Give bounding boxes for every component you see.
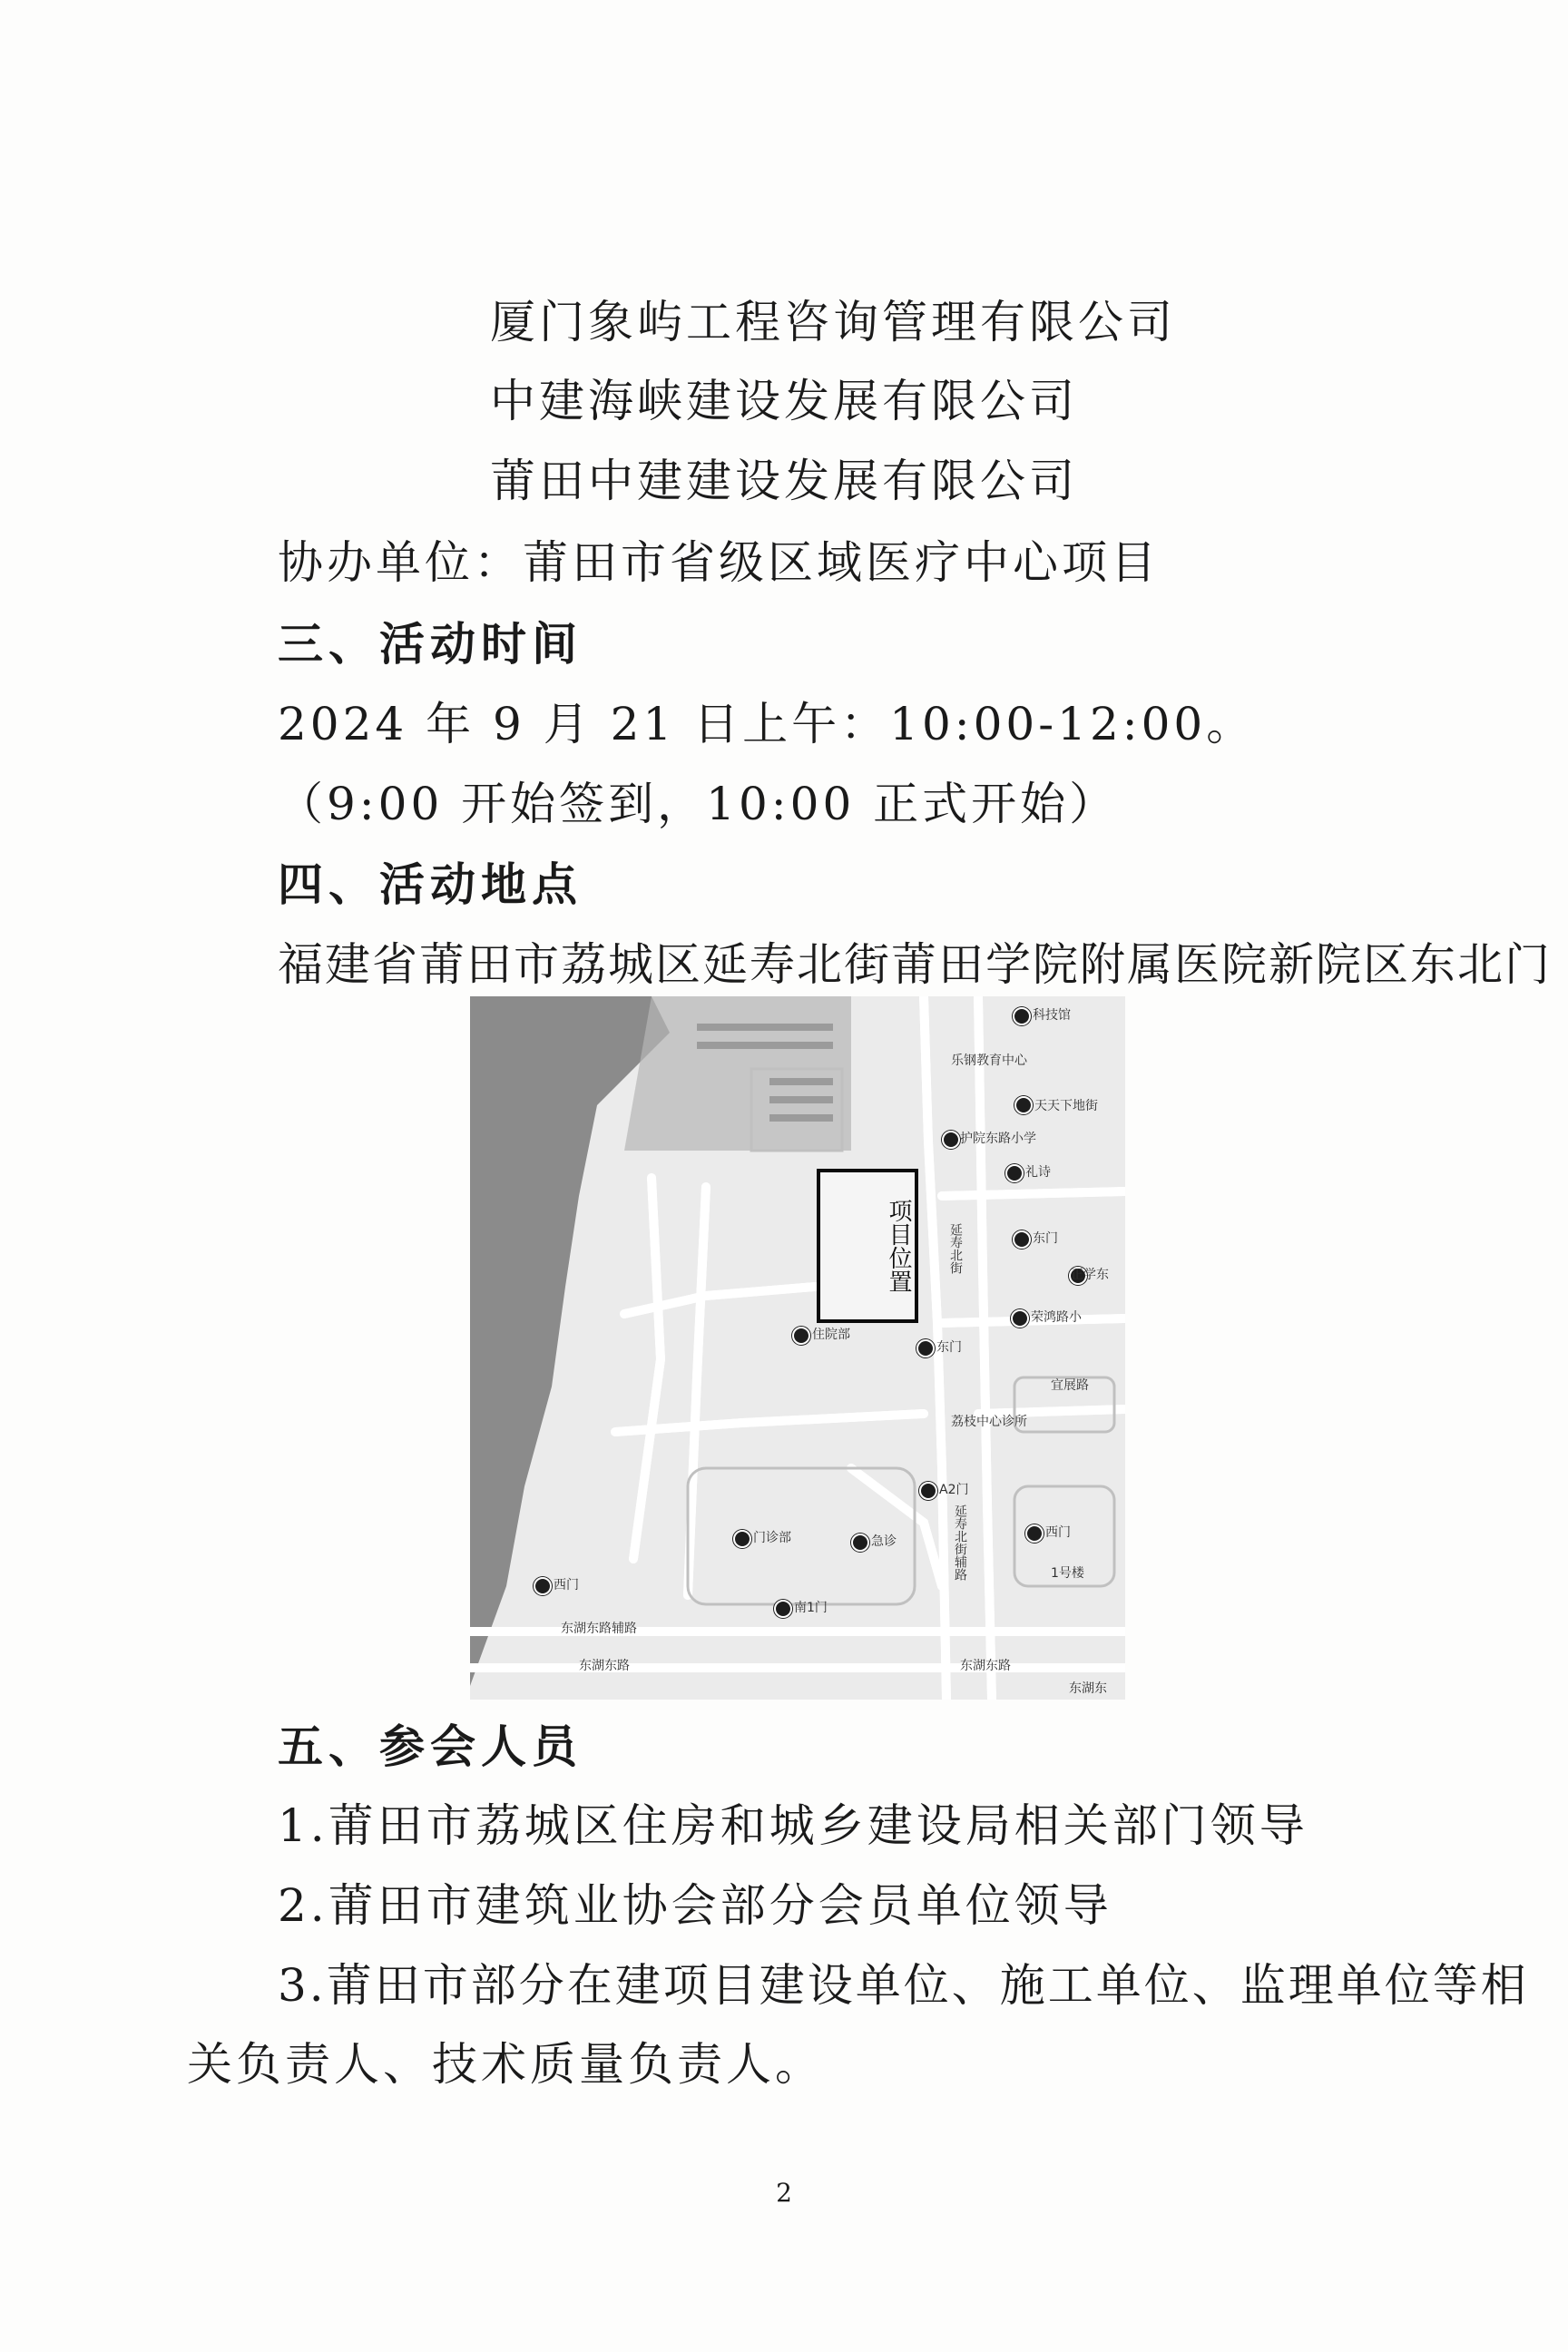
page-number: 2	[776, 2178, 792, 2208]
map-label-school: 护院东路小学	[960, 1132, 1036, 1146]
map-label-clinic: 荔枝中心诊所	[951, 1415, 1027, 1429]
map-label-donghu-east: 东湖东	[1069, 1681, 1107, 1696]
map-label-yanshou-aux: 延寿北街辅路	[953, 1504, 967, 1581]
section-3-heading: 三、活动时间	[278, 618, 583, 671]
map-label-science-museum: 科技馆	[1033, 1008, 1071, 1023]
map-label-donghu-aux-road: 东湖东路辅路	[561, 1622, 637, 1636]
map-pin-icon	[1011, 1309, 1029, 1328]
map-pin-icon	[534, 1577, 552, 1595]
map-pin-icon	[774, 1600, 792, 1618]
map-label-outpatient: 门诊部	[753, 1531, 791, 1545]
section-4-heading: 四、活动地点	[278, 858, 583, 911]
map-label-donghu-road-2: 东湖东路	[960, 1659, 1011, 1673]
project-location-box	[817, 1169, 918, 1323]
attendee-item-1: 1.莆田市荔城区住房和城乡建设局相关部门领导	[278, 1799, 1308, 1852]
map-pin-icon	[733, 1530, 751, 1548]
map-label-a2-gate: A2门	[939, 1483, 969, 1497]
map-pin-icon	[1025, 1524, 1044, 1543]
section-5-heading: 五、参会人员	[278, 1720, 583, 1773]
project-location-label: 项目位置	[885, 1199, 912, 1293]
map-label-yizhan-road: 宜展路	[1051, 1378, 1089, 1393]
map-pin-icon	[919, 1482, 937, 1500]
map-label-west-gate: 西门	[554, 1578, 579, 1592]
event-time: 2024 年 9 月 21 日上午：10:00-12:00。	[278, 698, 1256, 750]
location-map	[470, 996, 1125, 1700]
map-label-education-center: 乐钢教育中心	[951, 1054, 1027, 1068]
organizer-line-2: 中建海峡建设发展有限公司	[490, 375, 1078, 427]
map-label-east-gate-2: 东门	[936, 1340, 962, 1355]
map-pin-icon	[1014, 1096, 1033, 1114]
event-location: 福建省莆田市荔城区延寿北街莆田学院附属医院新院区东北门	[278, 938, 1552, 991]
organizer-line-3: 莆田中建建设发展有限公司	[490, 455, 1078, 507]
organizer-line-1: 厦门象屿工程咨询管理有限公司	[490, 296, 1176, 348]
map-label-ronghong: 荣鸿路小	[1031, 1310, 1082, 1325]
attendee-item-3-line-2: 关负责人、技术质量负责人。	[187, 2038, 824, 2091]
map-label-west-gate-2: 西门	[1045, 1525, 1071, 1540]
map-label-donghu-road: 东湖东路	[579, 1659, 630, 1673]
map-label-zhengxue: 正学东	[1071, 1268, 1109, 1282]
map-pin-icon	[916, 1339, 935, 1357]
map-label-inpatient: 住院部	[812, 1328, 850, 1342]
map-label-street: 天天下地街	[1034, 1099, 1098, 1113]
map-pin-icon	[1013, 1230, 1031, 1249]
map-pin-icon	[942, 1131, 960, 1149]
map-label-yanshou-north: 延寿北街	[948, 1223, 963, 1274]
map-pin-icon	[1005, 1164, 1024, 1182]
map-label-emergency: 急诊	[871, 1534, 897, 1549]
map-pin-icon	[851, 1534, 869, 1552]
map-pin-icon	[1013, 1007, 1031, 1025]
attendee-item-3-line-1: 3.莆田市部分在建项目建设单位、施工单位、监理单位等相	[278, 1959, 1529, 2012]
map-pin-icon	[792, 1327, 810, 1345]
map-label-east-gate: 东门	[1033, 1231, 1058, 1246]
event-time-note: （9:00 开始签到，10:00 正式开始）	[278, 778, 1119, 830]
map-label-lishi: 礼诗	[1025, 1165, 1051, 1180]
map-label-building-1: 1号楼	[1051, 1566, 1084, 1581]
attendee-item-2: 2.莆田市建筑业协会部分会员单位领导	[278, 1879, 1112, 1932]
co-organizer-line: 协办单位：莆田市省级区域医疗中心项目	[278, 536, 1160, 589]
map-label-south-gate: 南1门	[794, 1601, 828, 1615]
